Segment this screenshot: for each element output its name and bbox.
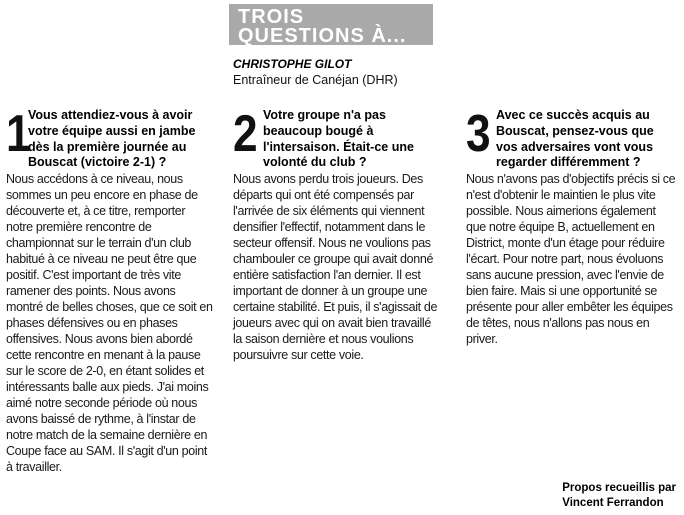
interview-credit <box>562 481 676 511</box>
interviewee-role: Entraîneur de Canéjan (DHR) <box>233 73 398 87</box>
answer-text: Nous accédons à ce niveau, nous sommes un peu encore en phase de découverte et, à ce titre, remporter notre première rencontre de championnat sur le terrain d'un club habitué à ce niveau ne peut être que positif. C'est important de très vite ramener des points. Nous avons montré de belles choses, que ce soit en phases défensives ou en phases offensives. Nous avons bien abordé cette rencontre en menant à la pause sur le score de 2-0, en étant solides et intéressants balle aux pieds. J'ai moins aimé notre seconde période où nous avons baissé de rythme, à l'instar de notre match de la semaine dernière en Coupe face au SAM. Il s'agit d'un point à travailler. <box>6 172 213 475</box>
question-number: 2 <box>233 105 258 163</box>
question-number: 3 <box>466 105 491 163</box>
question-text: Votre groupe n'a pas beaucoup bougé à l'intersaison. Était-ce une volonté du club ? <box>263 108 414 170</box>
question-text: Vous attendiez-vous à avoir votre équipe aussi en jambe dès la première journée au Bouscat (victoire 2-1) ? <box>28 108 196 170</box>
section-banner: TROIS QUESTIONS À... <box>229 4 433 45</box>
question-column-2 <box>233 105 441 363</box>
question-column-1 <box>6 105 214 475</box>
question-number: 1 <box>6 105 31 163</box>
credit-line: Propos recueillis par <box>562 482 676 494</box>
answer-text: Nous avons perdu trois joueurs. Des départs qui ont été compensés par l'arrivée de six éléments qui viennent densifier l'effectif, notamment dans le secteur offensif. Nous ne voulions pas chambouler ce groupe qui avait donné entière satisfaction l'an dernier. Il est important de donner à un groupe une certaine stabilité. Et puis, il s'agissait de joueurs avec qui on avait bien travaillé la saison dernière et nous voulions poursuivre sur cette voie. <box>233 172 438 363</box>
answer-text: Nous n'avons pas d'objectifs précis si ce n'est d'obtenir le maintien le plus vite possible. Nous aimerions également que notre équipe B, actuellement en District, monte d'un étage pour réduire l'écart. Pour notre part, nous évoluons sans aucune pression, avec l'envie de bien faire. Mais si une opportunité se présente pour aller embêter les équipes de têtes, nous n'allons pas nous en priver. <box>466 172 676 347</box>
question-text: Avec ce succès acquis au Bouscat, pensez-vous que vos adversaires vont vous regarder différemment ? <box>496 108 654 170</box>
interviewee-name: CHRISTOPHE GILOT <box>233 57 352 71</box>
question-column-3 <box>466 105 678 347</box>
credit-author: Vincent Ferrandon <box>562 497 664 509</box>
